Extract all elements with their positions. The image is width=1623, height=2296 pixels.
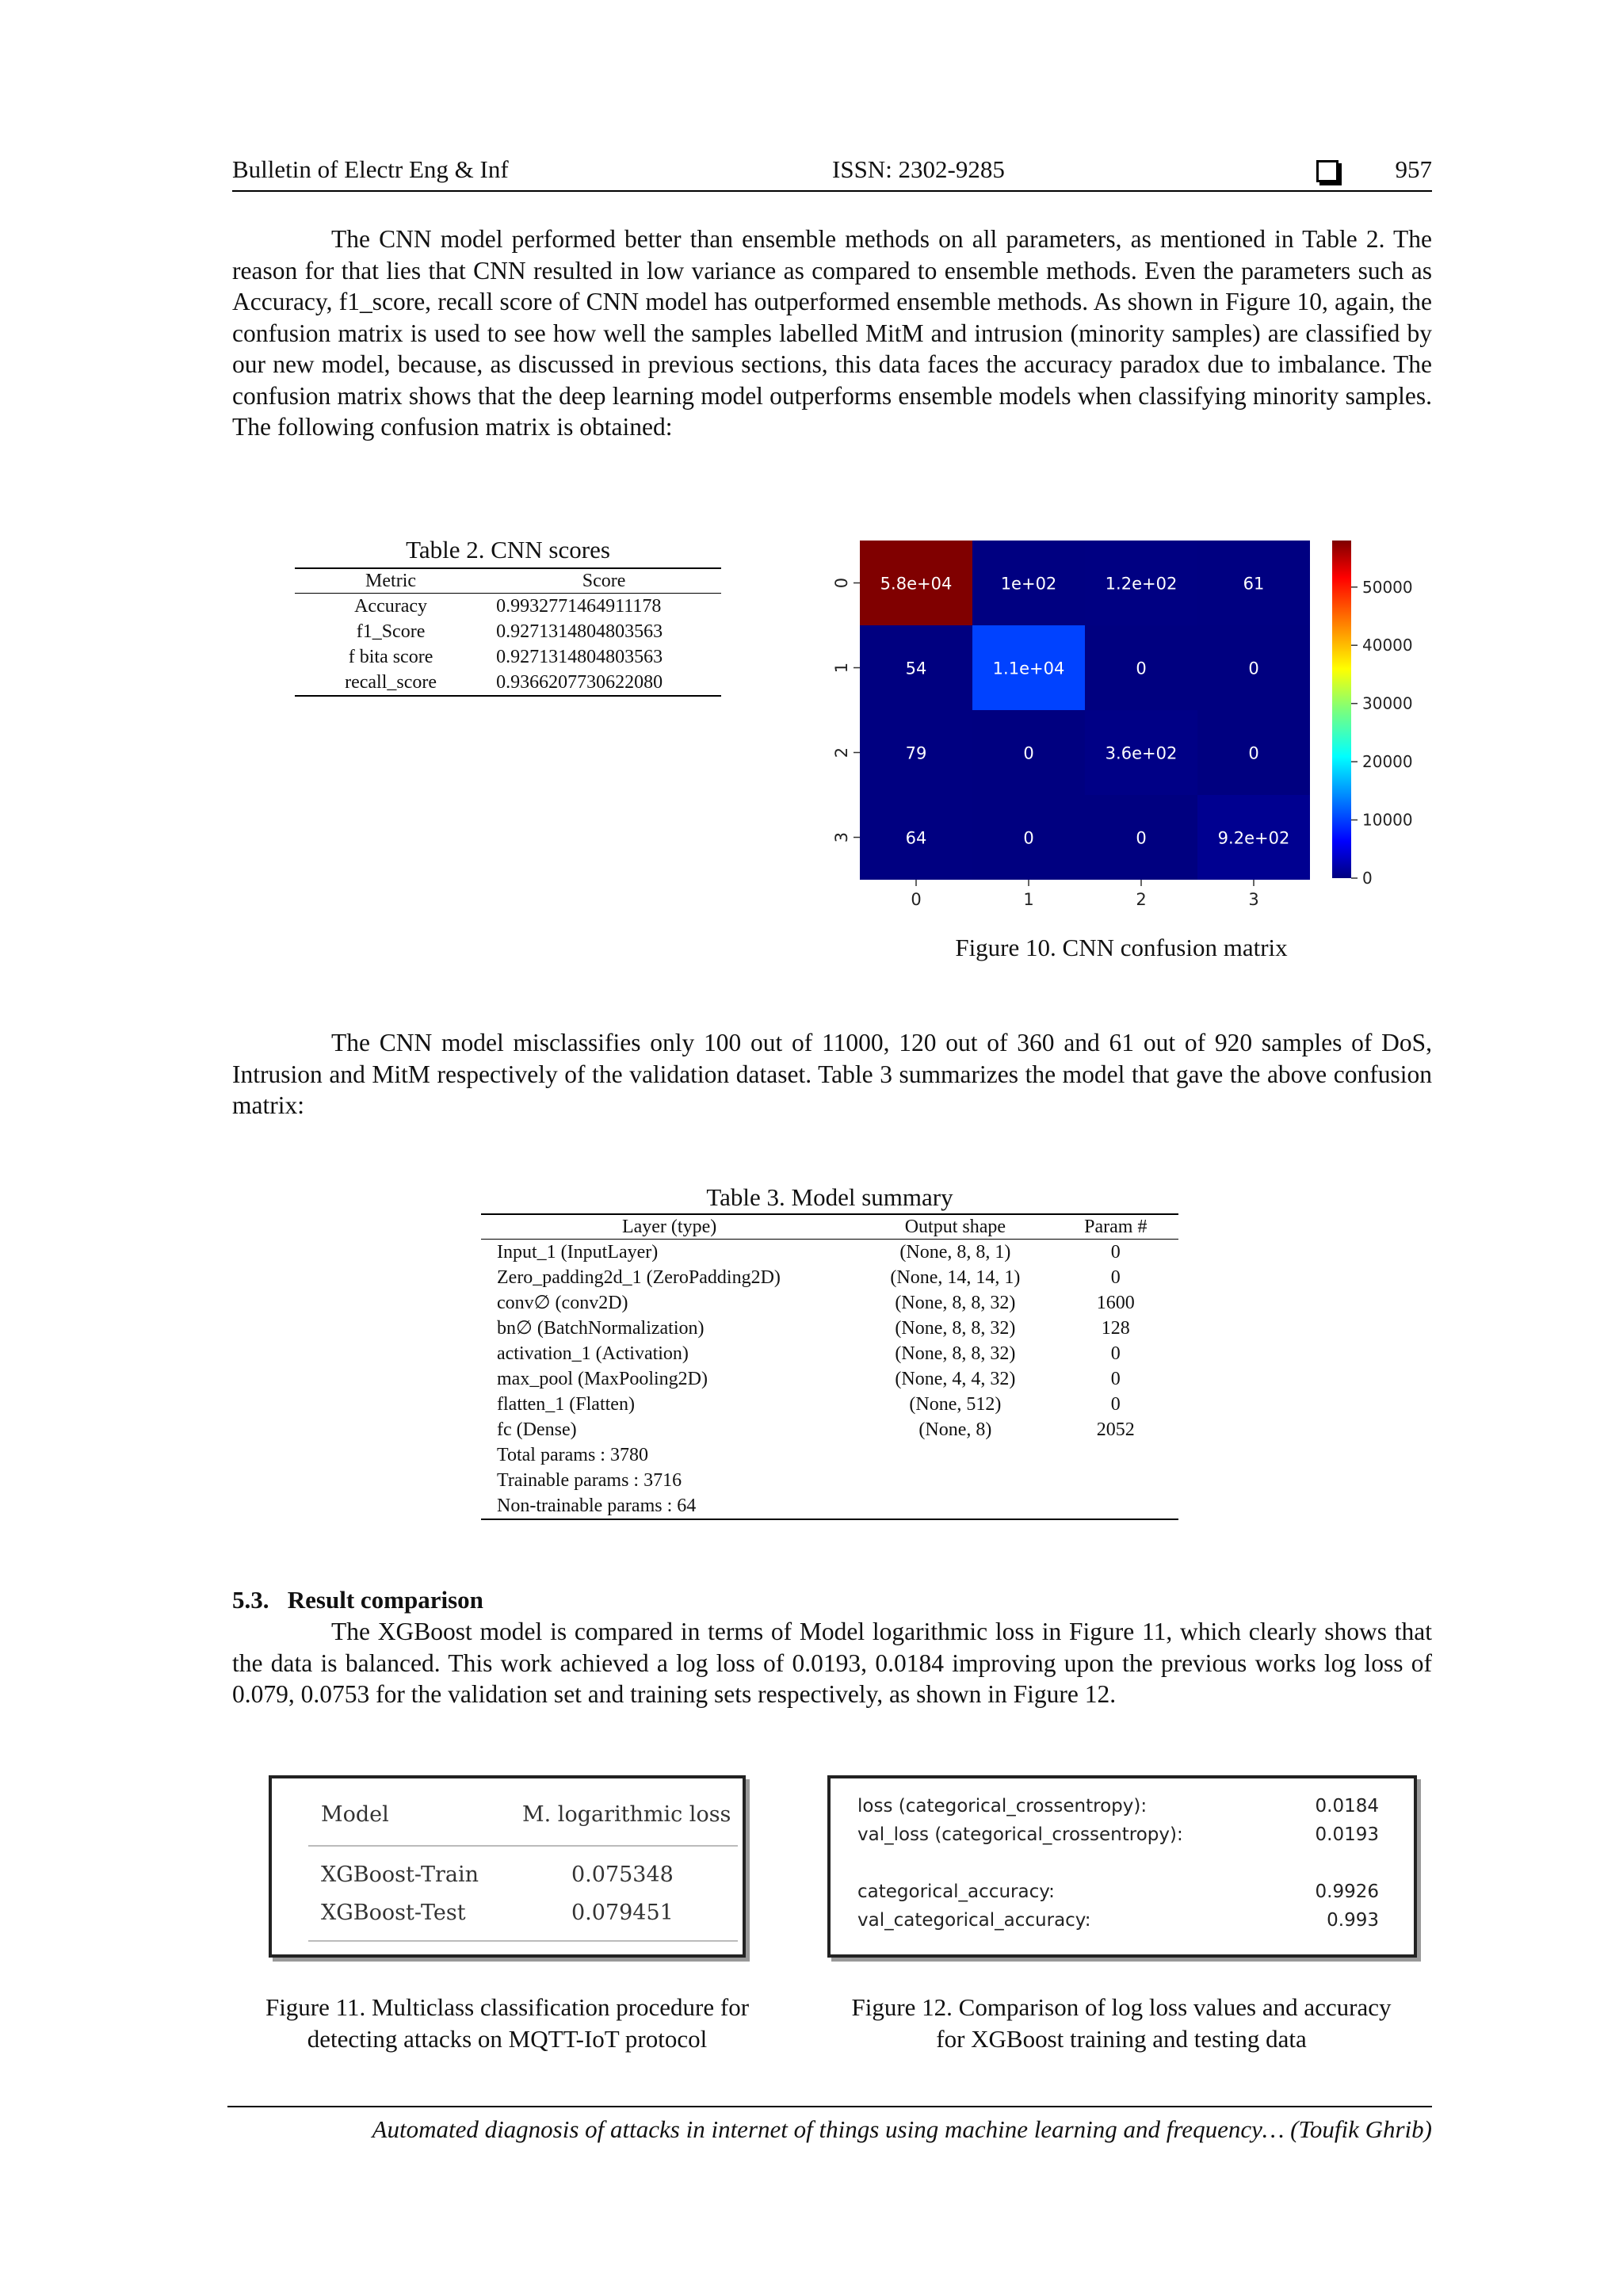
heatmap-cell-label: 1e+02: [1000, 574, 1057, 594]
col-header-layer: Layer (type): [481, 1214, 857, 1240]
figure-12-image: [827, 1775, 1417, 1958]
table-row: [481, 1290, 1178, 1316]
table-row: [481, 1316, 1178, 1341]
shape-cell: (None, 8, 8, 1): [899, 1242, 1011, 1263]
table-row: [295, 644, 721, 670]
fig11-model-test: XGBoost-Test: [321, 1901, 466, 1925]
figure-12-caption: [808, 1992, 1434, 2055]
figure-11-image: [269, 1775, 746, 1958]
x-tick-label: 3: [1248, 890, 1259, 909]
score-cell: 0.9271314804803563: [496, 621, 663, 642]
score-cell: 0.9366207730622080: [496, 672, 663, 693]
layer-cell: flatten_1 (Flatten): [497, 1394, 635, 1415]
fig12-key-accuracy: categorical_accuracy:: [857, 1881, 1055, 1902]
shape-cell: (None, 8, 8, 32): [895, 1293, 1016, 1313]
param-cell: 0: [1110, 1343, 1121, 1364]
layer-cell: activation_1 (Activation): [497, 1343, 689, 1364]
figure-11-caption: [222, 1992, 792, 2055]
fig11-header-model: Model: [321, 1802, 389, 1827]
x-tick-label: 2: [1136, 890, 1147, 909]
shape-cell: (None, 8, 8, 32): [895, 1343, 1016, 1364]
fig12-key-loss: loss (categorical_crossentropy):: [857, 1796, 1148, 1817]
metric-cell: Accuracy: [354, 596, 428, 617]
heatmap-cell-label: 5.8e+04: [880, 574, 953, 594]
fig11-loss-test: 0.079451: [571, 1901, 674, 1925]
heatmap-cell-label: 9.2e+02: [1217, 828, 1290, 848]
paragraph-result-comparison: The XGBoost model is compared in terms of Model logarithmic loss in Figure 11, which clearly shows that the data is balanced. This work achieved a log loss of 0.0193, 0.0184 improving upon the previous works log loss of 0.079, 0.0753 for the validation set and training sets respectively, as shown in Figure 12.: [232, 1618, 1432, 1708]
table-row: [481, 1341, 1178, 1366]
y-tick-label: 0: [832, 577, 851, 589]
metric-cell: f1_Score: [356, 621, 426, 642]
running-footer: Automated diagnosis of attacks in internet of things using machine learning and frequency… (Toufik Ghrib): [227, 2106, 1432, 2144]
fig12-key-val-loss: val_loss (categorical_crossentropy):: [857, 1824, 1183, 1845]
table-3-caption: Table 3. Model summary: [706, 1183, 953, 1211]
fig12-val-loss: 0.0184: [1315, 1796, 1379, 1817]
colorbar-tick-label: 40000: [1362, 636, 1413, 655]
param-cell: 0: [1110, 1394, 1121, 1415]
section-heading: 5.3. Result comparison: [232, 1586, 483, 1614]
shape-cell: (None, 512): [909, 1394, 1002, 1415]
colorbar-tick-label: 50000: [1362, 577, 1413, 597]
paragraph-misclassification: The CNN model misclassifies only 100 out of 11000, 120 out of 360 and 61 out of 920 samples of DoS, Intrusion and MitM respectively of the validation dataset. Table 3 summarizes the model that gave the above confusion matrix:: [232, 1029, 1432, 1119]
running-header: [232, 155, 1432, 192]
param-cell: 0: [1110, 1267, 1121, 1288]
confusion-matrix-heatmap: [816, 531, 1413, 911]
shape-cell: (None, 8): [918, 1419, 992, 1440]
heatmap-cell-label: 0: [1023, 743, 1034, 763]
layer-cell: bn∅ (BatchNormalization): [497, 1318, 705, 1339]
heatmap-cell-label: 0: [1248, 659, 1259, 678]
score-cell: 0.9932771464911178: [496, 596, 662, 617]
issn: ISSN: 2302-9285: [832, 155, 1005, 183]
metric-cell: f bita score: [348, 647, 433, 667]
trainable-params-row: [481, 1468, 1178, 1493]
table-row: [295, 619, 721, 644]
colorbar: [1332, 541, 1351, 878]
param-cell: 128: [1101, 1318, 1130, 1339]
table-row: [481, 1417, 1178, 1442]
square-bullet-icon: [1316, 160, 1338, 182]
fig12-key-val-accuracy: val_categorical_accuracy:: [857, 1910, 1091, 1931]
paragraph-cnn-performance: The CNN model performed better than ensemble methods on all parameters, as mentioned in Table 2. The reason for that lies that CNN resulted in low variance as compared to ensemble methods. Even the parameters such as Accuracy, f1_score, recall score of CNN model has outperformed ensemble methods. As shown in Figure 10, again, the confusion matrix is used to see how well the samples labelled MitM and intrusion (minority samples) are classified by our new model, because, as discussed in previous sections, this data faces the accuracy paradox due to imbalance. The confusion matrix shows that the deep learning model outperforms ensemble models when classifying minority samples. The following confusion matrix is obtained:: [232, 225, 1432, 441]
non-trainable-params: Non-trainable params : 64: [497, 1496, 697, 1516]
col-header-output-shape: Output shape: [857, 1214, 1052, 1240]
col-header-param: Param #: [1053, 1214, 1178, 1240]
fig12-val-val-loss: 0.0193: [1315, 1824, 1379, 1845]
heatmap-cell-label: 1.2e+02: [1105, 574, 1178, 594]
heatmap-cell-label: 0: [1136, 659, 1147, 678]
heatmap-cell-label: 0: [1023, 828, 1034, 848]
x-tick-label: 0: [911, 890, 922, 909]
y-tick-label: 3: [832, 831, 851, 843]
fig11-header-loss: M. logarithmic loss: [522, 1802, 731, 1827]
heatmap-cell-label: 79: [905, 743, 927, 763]
heatmap-cell-label: 0: [1248, 743, 1259, 763]
trainable-params: Trainable params : 3716: [497, 1470, 682, 1491]
fig11-model-train: XGBoost-Train: [321, 1862, 479, 1887]
total-params-row: [481, 1442, 1178, 1468]
table-row: [481, 1392, 1178, 1417]
figure-11-caption-line2: detecting attacks on MQTT-IoT protocol: [307, 2025, 708, 2053]
fig11-divider: [308, 1940, 738, 1942]
colorbar-tick-label: 30000: [1362, 693, 1413, 713]
non-trainable-params-row: [481, 1493, 1178, 1519]
figure-11-caption-line1: Figure 11. Multiclass classification procedure for: [265, 1993, 750, 2021]
figure-10-caption: Figure 10. CNN confusion matrix: [955, 934, 1288, 961]
y-tick-label: 2: [832, 747, 851, 758]
fig12-val-val-accuracy: 0.993: [1327, 1910, 1379, 1931]
table-2-caption: Table 2. CNN scores: [406, 536, 610, 563]
heatmap-cells: [860, 541, 1310, 880]
table-row: [295, 594, 721, 620]
param-cell: 1600: [1096, 1293, 1135, 1313]
journal-name: Bulletin of Electr Eng & Inf: [232, 155, 509, 183]
table-row: [481, 1240, 1178, 1266]
layer-cell: Zero_padding2d_1 (ZeroPadding2D): [497, 1267, 781, 1288]
cnn-scores-table: [295, 567, 721, 697]
table-row: [295, 670, 721, 696]
layer-cell: conv∅ (conv2D): [497, 1293, 628, 1313]
col-header-score: Score: [487, 568, 721, 594]
score-cell: 0.9271314804803563: [496, 647, 663, 667]
heatmap-cell-label: 54: [905, 659, 927, 678]
heatmap-cell-label: 1.1e+04: [992, 659, 1065, 678]
param-cell: 0: [1110, 1242, 1121, 1263]
param-cell: 0: [1110, 1369, 1121, 1389]
shape-cell: (None, 8, 8, 32): [895, 1318, 1016, 1339]
heatmap-cell-label: 3.6e+02: [1105, 743, 1178, 763]
layer-cell: fc (Dense): [497, 1419, 577, 1440]
metric-cell: recall_score: [345, 672, 437, 693]
shape-cell: (None, 4, 4, 32): [895, 1369, 1016, 1389]
table-3: [481, 1183, 1178, 1520]
colorbar-tick-label: 0: [1362, 869, 1373, 888]
table-2: [295, 536, 721, 697]
model-summary-table: [481, 1213, 1178, 1520]
fig11-loss-train: 0.075348: [571, 1862, 674, 1887]
layer-cell: max_pool (MaxPooling2D): [497, 1369, 708, 1389]
table-row: [481, 1265, 1178, 1290]
table-row: [481, 1366, 1178, 1392]
heatmap-cell-label: 0: [1136, 828, 1147, 848]
figure-12-caption-line2: for XGBoost training and testing data: [936, 2025, 1307, 2053]
total-params: Total params : 3780: [497, 1445, 648, 1465]
heatmap-cell-label: 64: [905, 828, 927, 848]
shape-cell: (None, 14, 14, 1): [890, 1267, 1021, 1288]
fig12-val-accuracy: 0.9926: [1315, 1881, 1379, 1902]
col-header-metric: Metric: [295, 568, 487, 594]
colorbar-tick-label: 20000: [1362, 752, 1413, 772]
param-cell: 2052: [1096, 1419, 1135, 1440]
fig11-divider: [308, 1845, 738, 1847]
y-tick-label: 1: [832, 662, 851, 674]
x-tick-label: 1: [1023, 890, 1034, 909]
layer-cell: Input_1 (InputLayer): [497, 1242, 659, 1263]
figure-12-caption-line1: Figure 12. Comparison of log loss values and accuracy: [851, 1993, 1392, 2021]
page-number: 957: [1395, 155, 1432, 183]
heatmap-cell-label: 61: [1243, 574, 1265, 594]
colorbar-ticks: [1351, 578, 1413, 888]
colorbar-tick-label: 10000: [1362, 810, 1413, 830]
